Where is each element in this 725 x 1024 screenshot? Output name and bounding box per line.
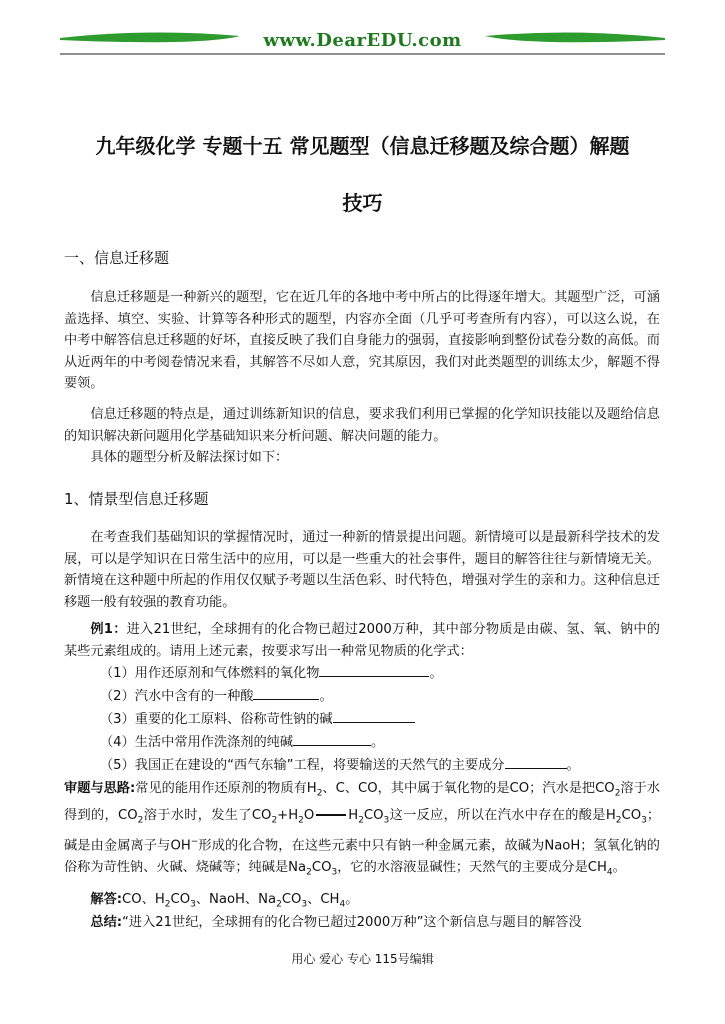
page-title-line1: 九年级化学 专题十五 常见题型（信息迁移题及综合题）解题 <box>95 134 630 158</box>
answer-blank-1[interactable] <box>319 664 429 677</box>
page-header <box>60 24 665 58</box>
question-4: （4）生活中常用作洗涤剂的纯碱 。 <box>100 735 385 750</box>
section-heading-scenario: 1、情景型信息迁移题 <box>64 490 209 508</box>
section-heading-info-transfer: 一、信息迁移题 <box>64 249 170 267</box>
equation-equals-line <box>316 814 346 816</box>
header-brand[interactable]: www.DearEDU.com <box>263 30 462 51</box>
summary-line: 总结:“进入21世纪，全球拥有的化合物已超过2000万种”这个新信息与题目的解答没 <box>90 915 582 930</box>
question-2: （2）汽水中含有的一种酸 。 <box>100 689 333 704</box>
analysis-paragraph: 审题与思路:常见的能用作还原剂的物质有$H_2$、C、CO，其中属于氧化物的是CO；汽水是把$CO_2$溶于水得到的，$CO_2$溶于水时，发生了$CO_2+H_2O$ $H_2CO_3$这一反应，所以在汽水中存在的酸是$H_2CO_3$；碱是由金属离子与OH−形成的化合物，在这些元素中只有钠一种金属元素，故碱为NaoH；氢氧化钠的俗称为苛性钠、火碱、烧碱等；纯碱是$Na_2CO_3$，它的水溶液显碱性；天然气的主要成分是$CH_4$。 <box>64 781 660 878</box>
answer-blank-3[interactable] <box>333 710 415 723</box>
answer-line: 解答:CO、$H_2CO_3$、NaoH、$Na_2CO_3$、$CH_4$。 <box>90 892 359 910</box>
paragraph-features: 信息迁移题的特点是，通过训练新知识的信息，要求我们利用已掌握的化学知识技能以及题给信息的知识解决新问题用化学基础知识来分析问题、解决问题的能力。 <box>64 407 660 444</box>
page-footer: 用心 爱心 专心 115号编辑 <box>291 952 434 966</box>
answer-blank-5[interactable] <box>505 756 567 769</box>
answer-blank-4[interactable] <box>293 733 371 746</box>
page-title-line2: 技巧 <box>342 191 383 215</box>
example-text: 进入21世纪，全球拥有的化合物已超过2000万种，其中部分物质是由碳、氢、氧、钠中的某些元素组成的。请用上述元素，按要求写出一种常见物质的化学式： <box>64 622 660 659</box>
paragraph-scenario: 在考查我们基础知识的掌握情况时，通过一种新的情景提出问题。新情境可以是最新科学技术的发展，可以是学知识在日常生活中的应用，可以是一些重大的社会事件，题目的解答往往与新情境无关。新情境在这种题中所起的作用仅仅赋予考题以生活色彩、时代特色，增强对学生的亲和力。这种信息迁移题一般有较强的教育功能。 <box>64 530 660 610</box>
paragraph-intro: 信息迁移题是一种新兴的题型，它在近几年的各地中考中所占的比得逐年增大。其题型广泛，可涵盖选择、填空、实验、计算等各种形式的题型，内容亦全面（几乎可考查所有内容），可以这么说，在中考中解答信息迁移题的好坏，直接反映了我们自身能力的强弱，直接影响到整份试卷分数的高低。而从近两年的中考阅卷情况来看，其解答不尽如人意，究其原因，我们对此类题型的训练太少，解题不得要领。 <box>64 290 660 391</box>
question-3: （3）重要的化工原料、俗称苛性钠的碱 <box>64 709 660 731</box>
example-label: 例1： <box>90 622 127 637</box>
question-1: （1）用作还原剂和气体燃料的氧化物 。 <box>100 666 443 681</box>
example-1 <box>64 619 660 662</box>
question-5: （5）我国正在建设的“西气东输”工程，将要输送的天然气的主要成分 。 <box>100 758 580 773</box>
answer-blank-2[interactable] <box>253 687 319 700</box>
paragraph-analysis-intro: 具体的题型分析及解法探讨如下： <box>90 450 289 465</box>
